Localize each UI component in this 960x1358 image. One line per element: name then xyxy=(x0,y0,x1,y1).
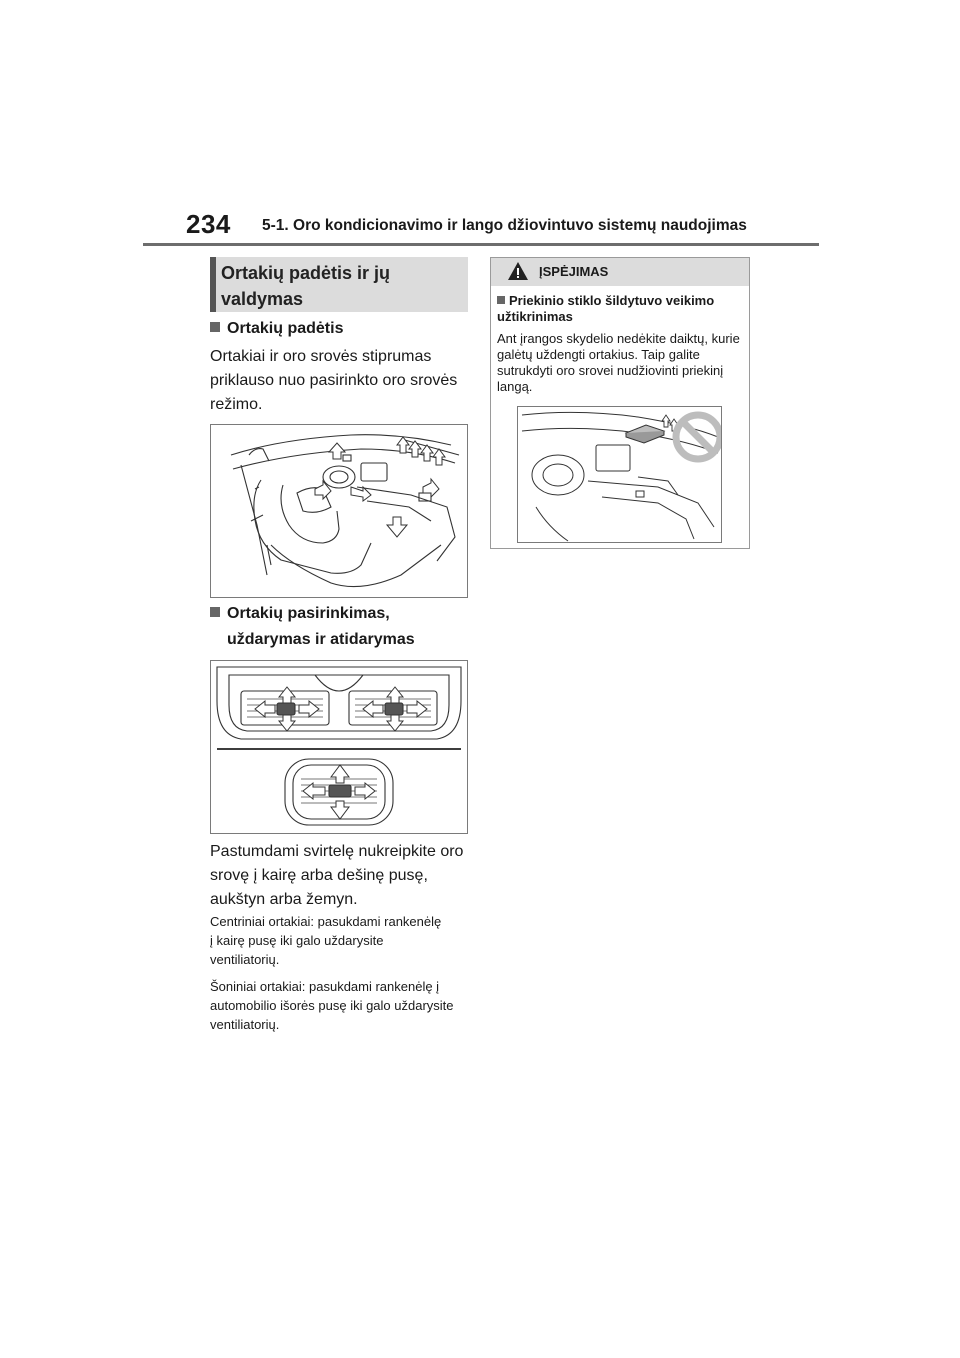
warning-text: Ant įrangos skydelio nedėkite daiktų, kurie galėtų uždengti ortakius. Taip galite sutrukdyti oro srovei nudžiovinti priekinį langą. xyxy=(497,331,740,394)
page-number: 234 xyxy=(186,209,231,239)
side-vent-note: Šoniniai ortakiai: pasukdami rankenėlę į automobilio išorės pusę iki galo uždarysite ventiliatorių. xyxy=(210,979,454,1032)
square-bullet-icon xyxy=(210,322,220,332)
section-title: Ortakių padėtis ir jų valdymas xyxy=(221,263,391,309)
vent-location-heading xyxy=(210,316,343,342)
cabin-vents-illustration xyxy=(210,424,468,598)
vent-control-text: Pastumdami svirtelę nukreipkite oro srovę į kairę arba dešinę pusę, aukštyn arba žemyn. xyxy=(210,843,464,908)
cabin-vents-drawing xyxy=(211,425,467,597)
vent-detail-illustration xyxy=(210,660,468,834)
vent-location-heading-text: Ortakių padėtis xyxy=(227,320,344,337)
warning-header xyxy=(491,258,749,286)
warning-subheading-text: Priekinio stiklo šildytuvo veikimo užtikrinimas xyxy=(497,293,715,324)
dashboard-warning-illustration xyxy=(517,406,722,543)
header-rule xyxy=(143,243,819,246)
center-vent-note: Centriniai ortakiai: pasukdami rankenėlę į kairę pusę iki galo uždarysite ventiliatorių. xyxy=(210,914,442,967)
vent-control-heading-text: Ortakių pasirinkimas, uždarymas ir atidarymas xyxy=(227,605,415,648)
chapter-title: 5-1. Oro kondicionavimo ir lango džiovintuvo sistemų naudojimas xyxy=(262,217,747,234)
warning-title: ĮSPĖJIMAS xyxy=(539,264,609,279)
dashboard-warning-drawing xyxy=(518,407,721,542)
vent-detail-drawing xyxy=(211,661,467,833)
vent-control-heading xyxy=(210,601,466,653)
square-bullet-icon xyxy=(210,607,220,617)
square-bullet-icon xyxy=(497,296,505,304)
warning-subheading xyxy=(497,293,742,325)
vent-location-text: Ortakiai ir oro srovės stiprumas priklauso nuo pasirinkto oro srovės režimo. xyxy=(210,348,458,413)
warning-triangle-icon xyxy=(507,261,529,281)
